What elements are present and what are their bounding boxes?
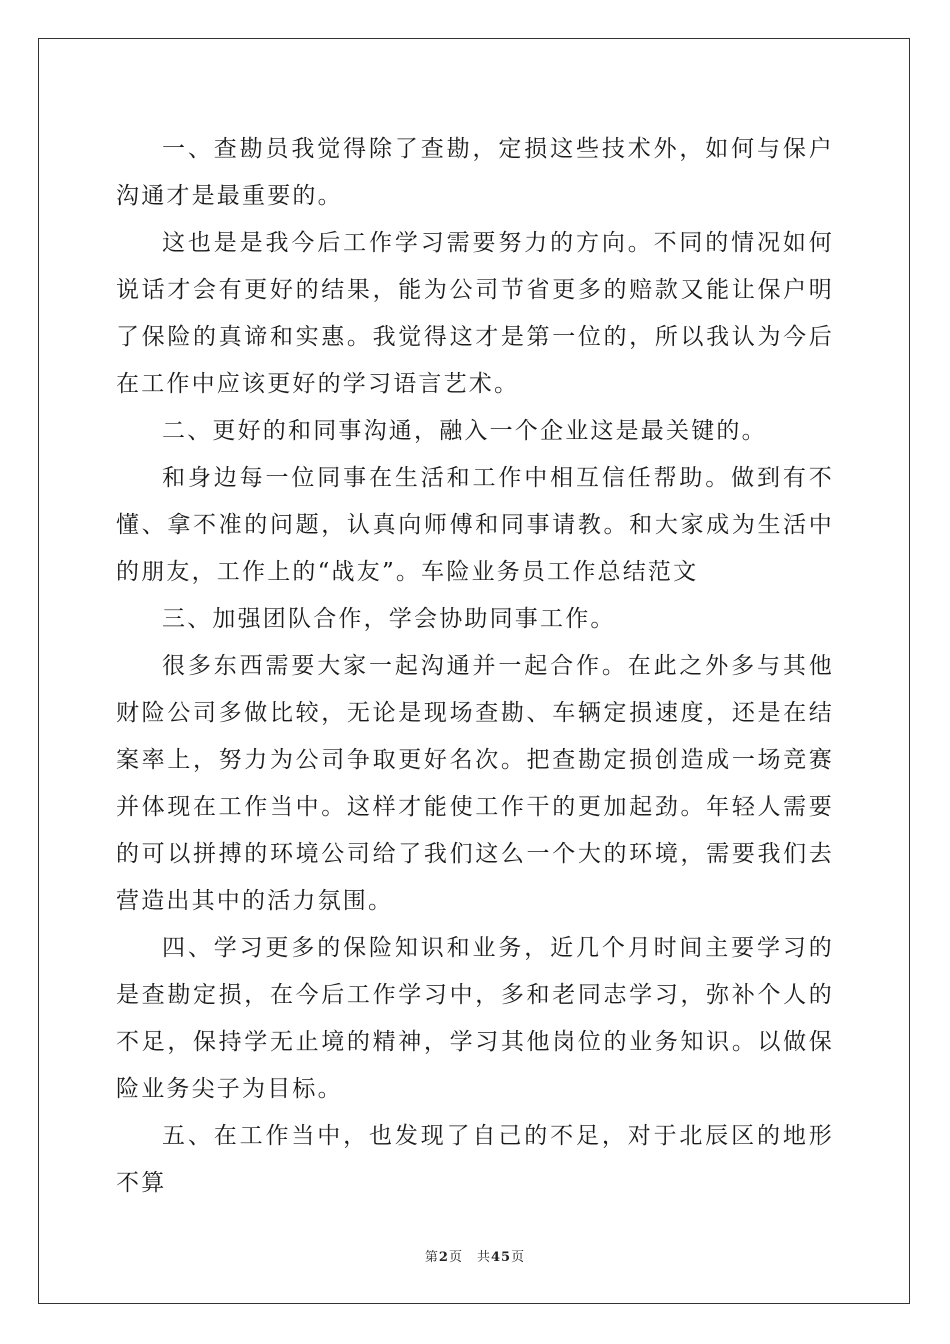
paragraph-3: 二、更好的和同事沟通，融入一个企业这是最关键的。 <box>162 418 767 444</box>
total-prefix: 共 <box>476 1250 491 1265</box>
page-footer <box>0 1246 950 1265</box>
page-number: 2 <box>438 1250 449 1265</box>
paragraph-1: 一、查勘员我觉得除了查勘，定损这些技术外，如何与保户沟通才是最重要的。 <box>116 136 834 209</box>
paragraph-6: 很多东西需要大家一起沟通并一起合作。在此之外多与其他财险公司多做比较，无论是现场查勘、车辆定损速度，还是在结案率上，努力为公司争取更好名次。把查勘定损创造成一场竞赛并体现在工作当中。这样才能使工作干的更加起劲。年轻人需要的可以拼搏的环境公司给了我们这么一个大的环境，需要我们去营造出其中的活力氛围。 <box>116 653 834 914</box>
document-body <box>116 126 834 1207</box>
page-suffix: 页 <box>448 1250 463 1265</box>
paragraph-4: 和身边每一位同事在生活和工作中相互信任帮助。做到有不懂、拿不准的问题，认真向师傅和同事请教。和大家成为生活中的朋友，工作上的“战友”。车险业务员工作总结范文 <box>116 465 834 585</box>
paragraph-2: 这也是是我今后工作学习需要努力的方向。不同的情况如何说话才会有更好的结果，能为公司节省更多的赔款又能让保户明了保险的真谛和实惠。我觉得这才是第一位的，所以我认为今后在工作中应该更好的学习语言艺术。 <box>116 230 834 397</box>
total-suffix: 页 <box>511 1250 526 1265</box>
paragraph-5: 三、加强团队合作，学会协助同事工作。 <box>162 606 616 632</box>
paragraph-8: 五、在工作当中，也发现了自己的不足，对于北辰区的地形不算 <box>116 1123 834 1196</box>
page-prefix: 第 <box>424 1250 439 1265</box>
paragraph-7: 四、学习更多的保险知识和业务，近几个月时间主要学习的是查勘定损，在今后工作学习中，多和老同志学习，弥补个人的不足，保持学无止境的精神，学习其他岗位的业务知识。以做保险业务尖子为目标。 <box>116 935 834 1102</box>
total-pages: 45 <box>490 1250 512 1265</box>
